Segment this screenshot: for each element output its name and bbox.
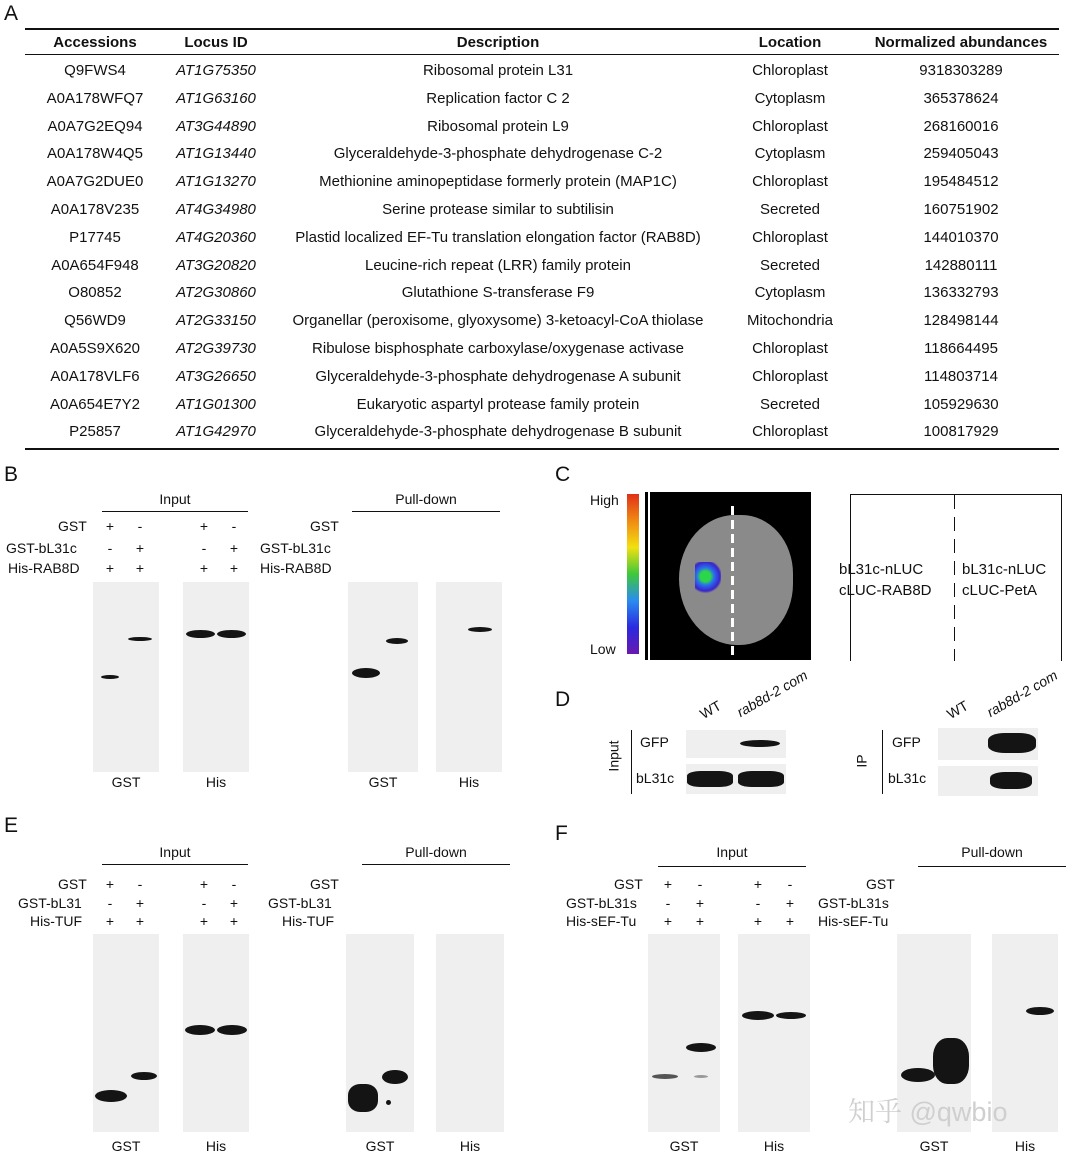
table-cell: 365378624 <box>923 89 999 107</box>
panel-f-pd-row-gst: GST <box>866 876 895 892</box>
panel-b-gst-label: GST <box>111 774 141 790</box>
table-cell: Chloroplast <box>752 117 828 135</box>
panel-d-ip-bl31c-label: bL31c <box>888 770 927 786</box>
blot-band <box>687 771 733 787</box>
table-cell: P17745 <box>69 228 121 246</box>
table-cell: A0A178W4Q5 <box>47 145 143 163</box>
panel-f-gst-label: GST <box>669 1138 699 1154</box>
table-cell: Ribulose bisphosphate carboxylase/oxygenase activase <box>312 340 684 357</box>
panel-a-label: A <box>4 2 19 25</box>
table-top-rule <box>25 28 1059 30</box>
panel-d-wt-label: WT <box>697 697 724 722</box>
leaf-midline-divider <box>731 506 734 656</box>
table-cell: Eukaryotic aspartyl protease family protein <box>356 395 640 413</box>
table-cell: Serine protease similar to subtilisin <box>382 201 614 218</box>
panel-b-pd-row-his-rab8d: His-RAB8D <box>260 560 332 576</box>
sign-mark: + <box>229 560 239 576</box>
panel-b-input-gst-blot <box>93 582 159 772</box>
panel-b-row-gst-bl31c: GST-bL31c <box>6 540 77 556</box>
sign-mark: - <box>755 895 761 911</box>
panel-d-ip-com-label: rab8d-2 com <box>984 666 1061 720</box>
table-row <box>0 201 1080 228</box>
table-cell: Organellar (peroxisome, glyoxysome) 3-ketoacyl-CoA thiolase <box>292 312 704 330</box>
panel-e-input-rule <box>102 864 248 865</box>
blot-band <box>742 1011 774 1020</box>
table-row <box>0 423 1080 450</box>
table-cell: Leucine-rich repeat (LRR) family protein <box>365 256 631 274</box>
table-cell: 136332793 <box>923 284 999 302</box>
panel-e-pd-gst-label: GST <box>365 1138 395 1154</box>
blot-band <box>352 668 380 678</box>
panel-b-pulldown-rule <box>352 511 500 512</box>
panel-f-row-gst: GST <box>614 876 643 892</box>
table-cell: Chloroplast <box>752 62 828 79</box>
sign-mark: - <box>697 876 703 892</box>
table-cell: 195484512 <box>923 173 999 191</box>
panel-d-ip-bracket <box>882 730 883 794</box>
sign-mark: + <box>105 913 115 929</box>
sign-mark: - <box>107 540 113 556</box>
panel-e-row-gst: GST <box>58 876 87 892</box>
table-cell: A0A178V235 <box>50 201 140 218</box>
table-cell: AT1G75350 <box>176 62 256 79</box>
table-cell: 100817929 <box>923 423 999 441</box>
panel-b-pd-gst-blot <box>348 582 418 772</box>
sign-mark: - <box>107 895 113 911</box>
panel-b-row-his-rab8d: His-RAB8D <box>8 560 80 576</box>
panel-f-input-gst-blot <box>648 934 720 1132</box>
table-cell: Chloroplast <box>752 367 828 385</box>
sign-mark: - <box>231 518 237 534</box>
blot-band <box>386 1100 391 1105</box>
panel-b-pulldown-title: Pull-down <box>395 491 457 507</box>
panel-e-pulldown-rule <box>362 864 510 865</box>
sign-mark: + <box>105 560 115 576</box>
panel-d-ip-gfp-blot <box>938 728 1038 760</box>
panel-d-label: D <box>555 688 571 711</box>
panel-f-input-title: Input <box>716 844 748 860</box>
sign-mark: + <box>229 540 239 556</box>
table-cell: 268160016 <box>923 117 999 135</box>
panel-d-com-label: rab8d-2 com <box>734 666 811 720</box>
table-cell: Secreted <box>759 201 821 218</box>
panel-b-pd-row-gst: GST <box>310 518 339 534</box>
panel-d-ip-bl31c-blot <box>938 766 1038 796</box>
sign-mark: + <box>105 518 115 534</box>
table-cell: Ribosomal protein L9 <box>427 117 569 135</box>
blot-band <box>652 1074 678 1079</box>
table-cell: Replication factor C 2 <box>426 89 570 107</box>
table-cell: 160751902 <box>923 201 999 218</box>
sign-mark: + <box>695 895 705 911</box>
table-cell: AT2G30860 <box>176 284 256 302</box>
panel-d-input-bracket <box>631 730 632 794</box>
right-construct-cluc: cLUC-PetA <box>962 582 1038 599</box>
table-cell: 259405043 <box>923 145 999 163</box>
panel-b-pd-his-label: His <box>458 774 480 790</box>
panel-e-gst-label: GST <box>111 1138 141 1154</box>
blot-band <box>186 630 215 638</box>
panel-e-pulldown-title: Pull-down <box>405 844 467 860</box>
panel-d-input-gfp-blot <box>686 730 786 758</box>
panel-e-pd-his-blot <box>436 934 504 1132</box>
panel-e-his-label: His <box>205 1138 227 1154</box>
panel-b-pd-row-gst-bl31c: GST-bL31c <box>260 540 331 556</box>
table-cell: 142880111 <box>924 256 998 274</box>
table-cell: AT3G44890 <box>176 117 256 135</box>
blot-band <box>740 740 780 747</box>
panel-e-input-gst-blot <box>93 934 159 1132</box>
table-row <box>0 396 1080 423</box>
sign-mark: + <box>229 895 239 911</box>
header-description: Description <box>456 34 540 51</box>
table-cell: AT4G20360 <box>176 228 256 246</box>
blot-band <box>990 772 1032 789</box>
panel-f-pulldown-title: Pull-down <box>961 844 1023 860</box>
leaf-luminescence-image <box>645 492 811 660</box>
table-cell: AT1G01300 <box>176 395 256 413</box>
table-cell: Glyceraldehyde-3-phosphate dehydrogenase A subunit <box>315 367 681 385</box>
table-row <box>0 312 1080 339</box>
blot-band <box>217 630 246 638</box>
panel-b-input-title: Input <box>159 491 191 507</box>
blot-band <box>131 1072 157 1080</box>
table-cell: A0A7G2EQ94 <box>47 117 143 135</box>
table-cell: Q9FWS4 <box>64 62 126 79</box>
sign-mark: + <box>199 518 209 534</box>
table-row <box>0 62 1080 89</box>
panel-d-ip-gfp-label: GFP <box>892 734 921 750</box>
blot-band <box>217 1025 247 1035</box>
sign-mark: + <box>199 560 209 576</box>
table-cell: 105929630 <box>923 395 999 413</box>
table-row <box>0 284 1080 311</box>
blot-band <box>185 1025 215 1035</box>
table-row <box>0 368 1080 395</box>
panel-b-input-his-blot <box>183 582 249 772</box>
sign-mark: - <box>137 518 143 534</box>
table-cell: AT1G63160 <box>176 89 256 107</box>
table-cell: 128498144 <box>923 312 999 330</box>
right-construct-labels <box>962 559 1046 601</box>
blot-band <box>101 675 119 679</box>
panel-f-pd-gst-label: GST <box>919 1138 949 1154</box>
table-cell: A0A654F948 <box>51 256 139 274</box>
table-cell: AT2G39730 <box>176 340 256 357</box>
sign-mark: - <box>231 876 237 892</box>
table-header-rule <box>25 54 1059 55</box>
header-normalized-abundances: Normalized abundances <box>874 34 1048 51</box>
sign-mark: + <box>663 913 673 929</box>
table-cell: Plastid localized EF-Tu translation elongation factor (RAB8D) <box>295 228 701 246</box>
watermark-text: 知乎 @qwbio <box>848 1097 1008 1127</box>
blot-band <box>738 771 784 787</box>
panel-f-label: F <box>555 822 568 845</box>
table-cell: Chloroplast <box>752 423 828 441</box>
sign-mark: + <box>135 540 145 556</box>
sign-mark: + <box>695 913 705 929</box>
blot-band <box>348 1084 378 1112</box>
sign-mark: + <box>785 913 795 929</box>
table-row <box>0 340 1080 367</box>
table-cell: AT1G42970 <box>176 423 256 441</box>
sign-mark: - <box>137 876 143 892</box>
blot-band <box>686 1043 716 1052</box>
table-cell: AT2G33150 <box>176 312 256 330</box>
table-cell: AT3G26650 <box>176 367 256 385</box>
table-row <box>0 90 1080 117</box>
panel-f-row-gst-bl31s: GST-bL31s <box>566 895 637 911</box>
table-cell: 9318303289 <box>919 62 1003 79</box>
table-row <box>0 173 1080 200</box>
panel-e-pd-row-gst-bl31: GST-bL31 <box>268 895 332 911</box>
table-cell: Methionine aminopeptidase formerly protein (MAP1C) <box>319 173 677 191</box>
layout-divider <box>954 495 955 661</box>
blot-band <box>1026 1007 1054 1015</box>
scale-low-label: Low <box>590 641 616 657</box>
panel-e-input-title: Input <box>159 844 191 860</box>
sign-mark: - <box>201 895 207 911</box>
table-cell: AT3G20820 <box>176 256 256 274</box>
luminescence-signal-spot <box>695 562 721 594</box>
table-row <box>0 118 1080 145</box>
panel-f-pulldown-rule <box>918 866 1066 867</box>
panel-f-input-his-blot <box>738 934 810 1132</box>
panel-f-pd-row-his-sef-tu: His-sEF-Tu <box>818 913 889 929</box>
panel-d-input-label: Input <box>605 740 622 772</box>
panel-e-input-his-blot <box>183 934 249 1132</box>
table-cell: Cytoplasm <box>754 284 826 302</box>
panel-c-label: C <box>555 463 571 486</box>
panel-b-label: B <box>4 463 19 486</box>
table-cell: 144010370 <box>923 228 999 246</box>
sign-mark: + <box>785 895 795 911</box>
sign-mark: + <box>135 895 145 911</box>
table-cell: Cytoplasm <box>754 89 826 107</box>
blot-band <box>988 733 1036 753</box>
table-cell: Q56WD9 <box>64 312 126 330</box>
panel-e-row-gst-bl31: GST-bL31 <box>18 895 82 911</box>
table-row <box>0 229 1080 256</box>
panel-e-pd-row-his-tuf: His-TUF <box>282 913 335 929</box>
blot-band <box>776 1012 806 1019</box>
blot-band <box>382 1070 408 1084</box>
panel-e-pd-his-label: His <box>459 1138 481 1154</box>
table-cell: Chloroplast <box>752 173 828 191</box>
blot-band <box>468 627 492 632</box>
table-cell: AT4G34980 <box>176 201 256 218</box>
table-cell: Secreted <box>759 256 821 274</box>
table-cell: Cytoplasm <box>754 145 826 163</box>
table-cell: AT1G13440 <box>176 145 256 163</box>
panel-d-ip-wt-label: WT <box>944 697 971 722</box>
table-cell: Ribosomal protein L31 <box>422 62 574 79</box>
panel-f-pd-row-gst-bl31s: GST-bL31s <box>818 895 889 911</box>
sign-mark: + <box>753 876 763 892</box>
header-location: Location <box>758 34 822 51</box>
blot-band <box>901 1068 935 1082</box>
sign-mark: + <box>199 876 209 892</box>
left-construct-cluc: cLUC-RAB8D <box>839 582 932 599</box>
panel-e-pd-row-gst: GST <box>310 876 339 892</box>
panel-d-input-bl31c-blot <box>686 764 786 794</box>
luminescence-scale-bar <box>627 494 639 654</box>
panel-e-label: E <box>4 814 19 837</box>
panel-e-row-his-tuf: His-TUF <box>30 913 83 929</box>
table-row <box>0 145 1080 172</box>
sign-mark: - <box>787 876 793 892</box>
panel-e-pd-gst-blot <box>346 934 414 1132</box>
panel-b-pd-his-blot <box>436 582 502 772</box>
blot-band <box>694 1075 708 1078</box>
sign-mark: + <box>135 560 145 576</box>
table-cell: Glutathione S-transferase F9 <box>401 284 595 302</box>
leaf-layout-box <box>839 494 1062 661</box>
left-construct-labels <box>839 559 932 601</box>
sign-mark: + <box>135 913 145 929</box>
blot-band <box>933 1038 969 1084</box>
panel-b-pd-gst-label: GST <box>368 774 398 790</box>
sign-mark: + <box>199 913 209 929</box>
table-cell: P25857 <box>69 423 121 441</box>
panel-f-input-rule <box>658 866 806 867</box>
sign-mark: + <box>105 876 115 892</box>
panel-d-ip-label: IP <box>853 754 870 768</box>
table-cell: AT1G13270 <box>176 173 256 191</box>
header-accessions: Accessions <box>53 34 137 51</box>
panel-f-pd-his-label: His <box>1014 1138 1036 1154</box>
table-cell: A0A7G2DUE0 <box>46 173 144 191</box>
panel-b-his-label: His <box>205 774 227 790</box>
sign-mark: + <box>753 913 763 929</box>
table-cell: A0A178WFQ7 <box>46 89 144 107</box>
sign-mark: - <box>665 895 671 911</box>
table-cell: Mitochondria <box>747 312 833 330</box>
blot-band <box>95 1090 127 1102</box>
panel-f-his-label: His <box>763 1138 785 1154</box>
panel-f-row-his-sef-tu: His-sEF-Tu <box>566 913 637 929</box>
table-row <box>0 257 1080 284</box>
table-cell: A0A654E7Y2 <box>49 395 141 413</box>
sign-mark: + <box>229 913 239 929</box>
table-cell: A0A5S9X620 <box>49 340 141 357</box>
table-cell: Chloroplast <box>752 228 828 246</box>
scale-high-label: High <box>590 492 619 508</box>
panel-b-row-gst: GST <box>58 518 87 534</box>
table-cell: O80852 <box>68 284 122 302</box>
right-construct-nluc: bL31c-nLUC <box>962 561 1047 578</box>
panel-d-bl31c-label: bL31c <box>636 770 675 786</box>
left-construct-nluc: bL31c-nLUC <box>839 561 924 578</box>
table-bottom-rule <box>25 448 1059 450</box>
table-cell: Glyceraldehyde-3-phosphate dehydrogenase C-2 <box>333 145 663 163</box>
sign-mark: - <box>201 540 207 556</box>
table-cell: 114803714 <box>924 367 998 385</box>
table-cell: Glyceraldehyde-3-phosphate dehydrogenase B subunit <box>314 423 682 441</box>
table-cell: A0A178VLF6 <box>50 367 140 385</box>
table-cell: Chloroplast <box>752 340 828 357</box>
panel-d-gfp-label: GFP <box>640 734 669 750</box>
header-locus-id: Locus ID <box>184 34 248 51</box>
blot-band <box>386 638 408 644</box>
image-border-line <box>648 492 650 660</box>
table-cell: 118664495 <box>924 340 998 357</box>
sign-mark: + <box>663 876 673 892</box>
blot-band <box>128 637 152 641</box>
table-cell: Secreted <box>759 395 821 413</box>
panel-b-input-rule <box>102 511 248 512</box>
